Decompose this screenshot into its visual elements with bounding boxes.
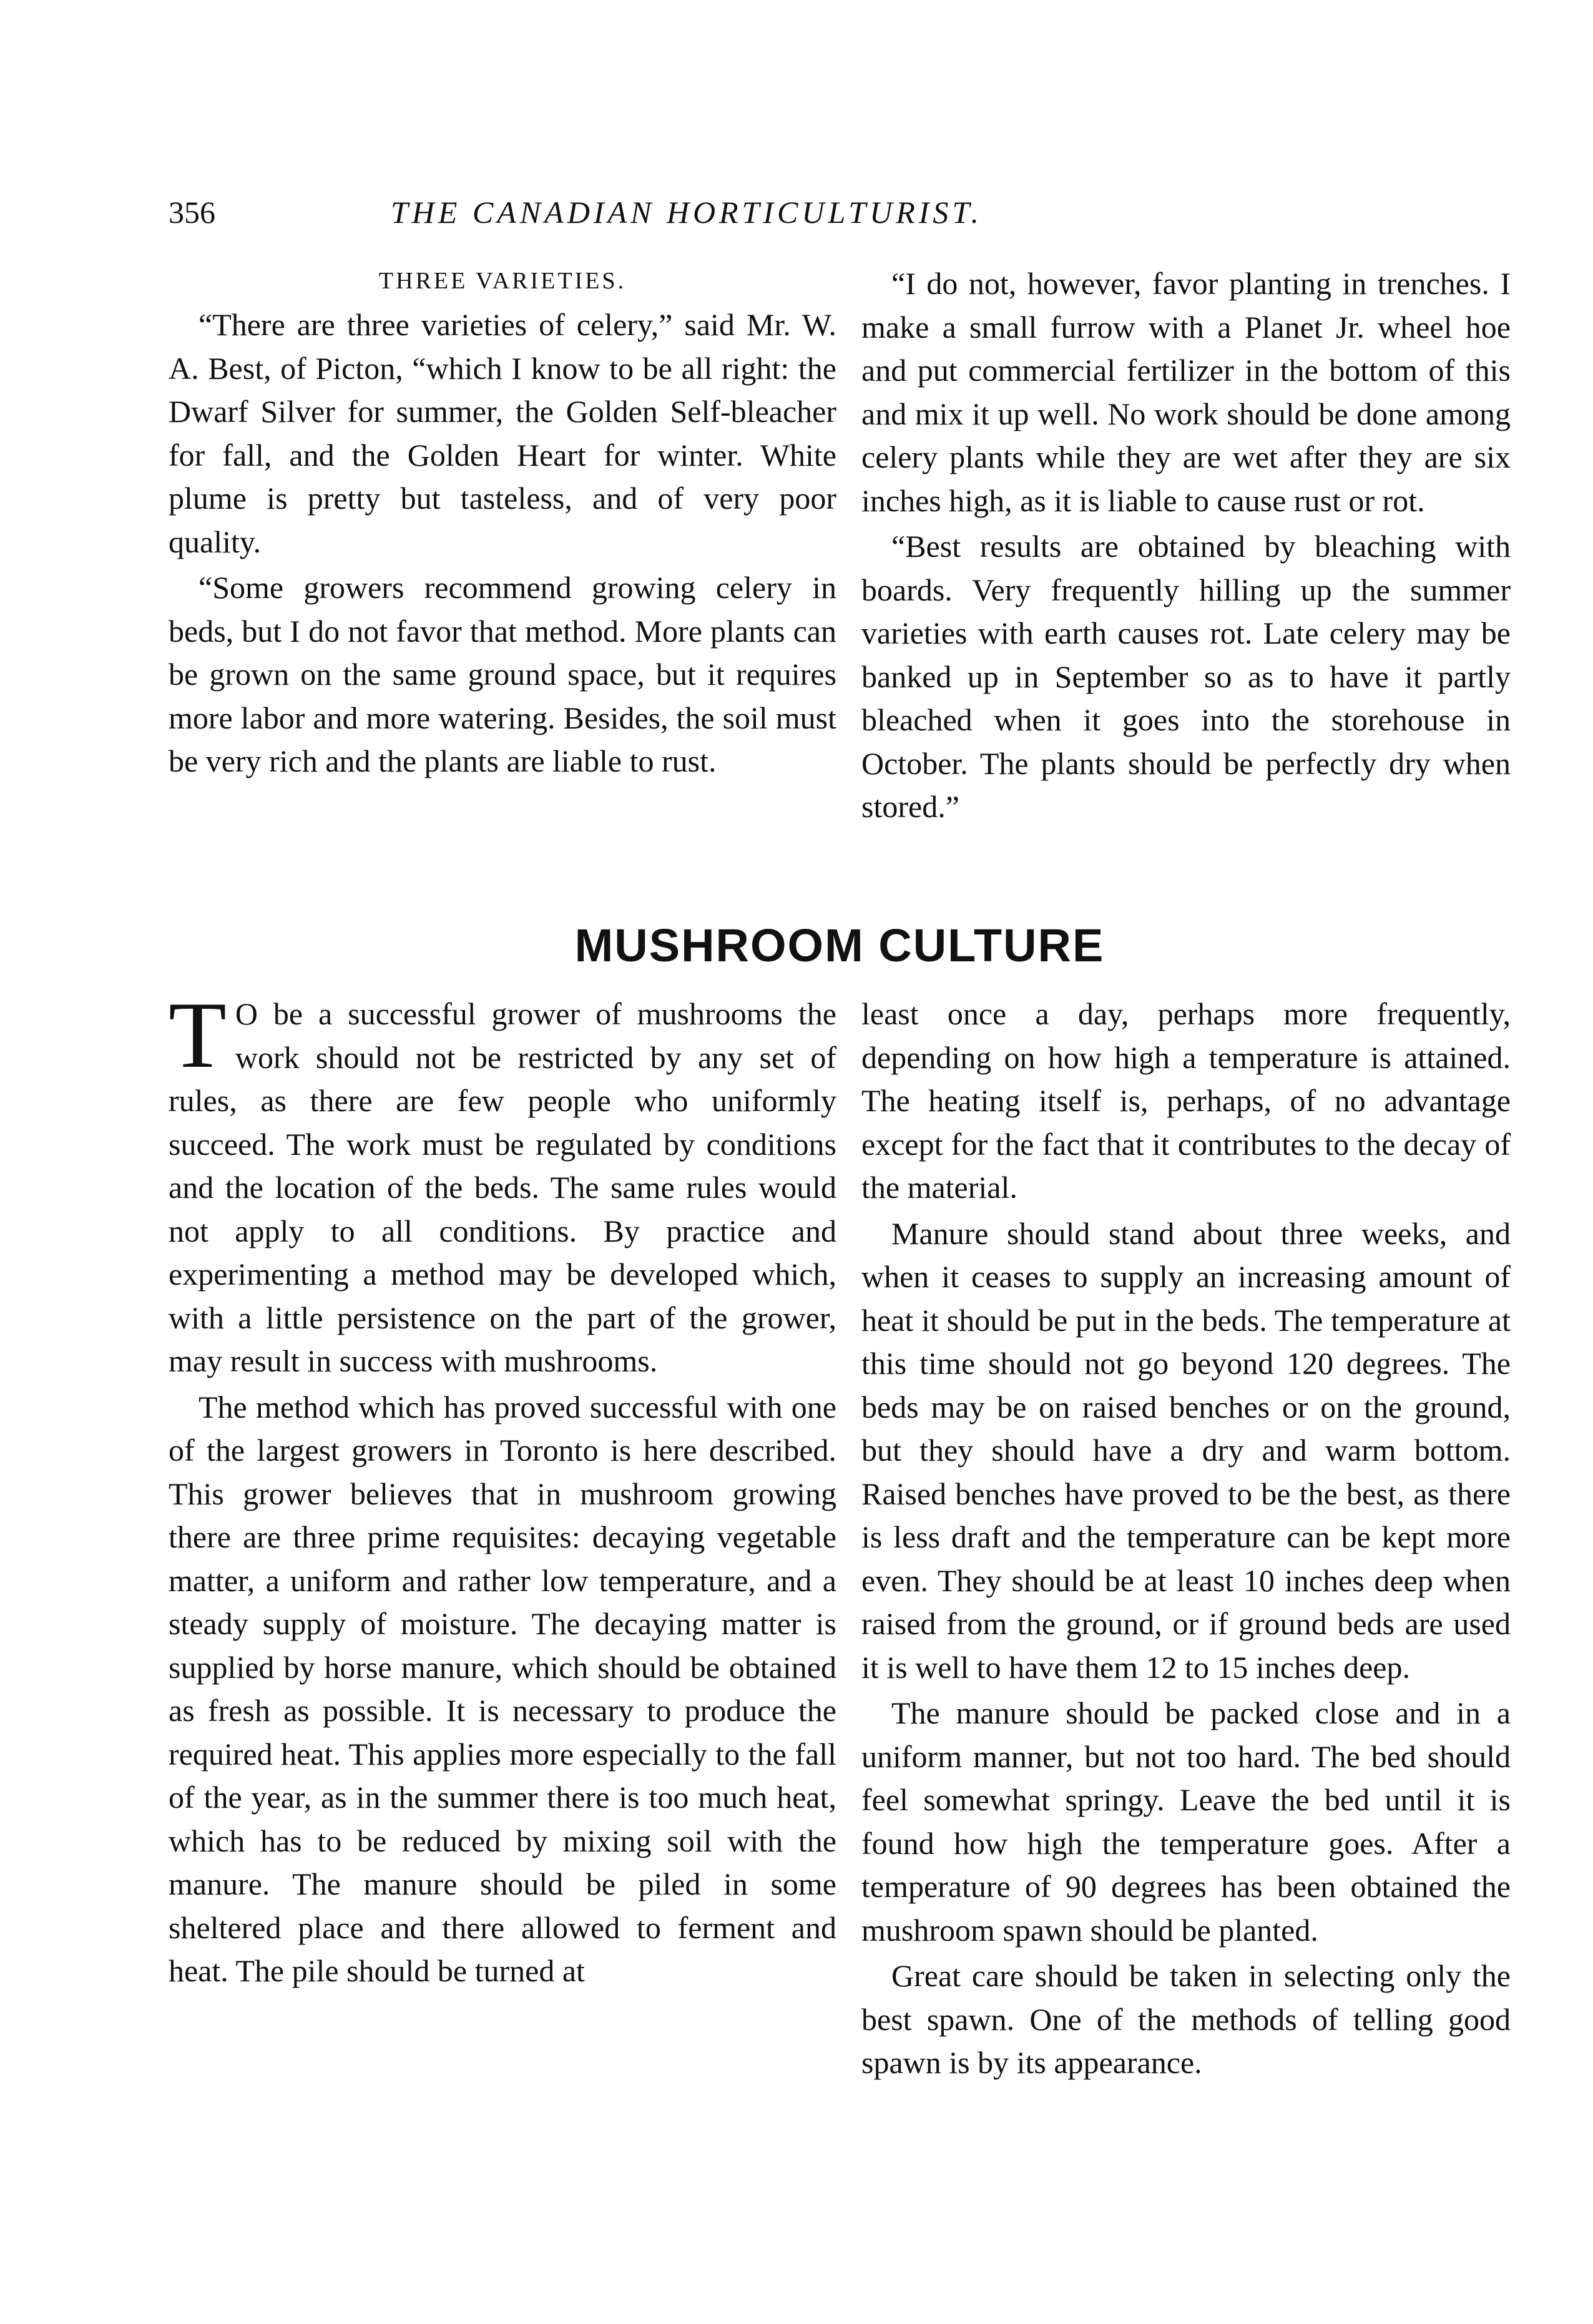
paragraph: The manure should be packed close and in a uniform manner, but not too hard. The bed should feel somewhat springy. Leave the bed until it is found how high the temperature goes. After a temperature of 90 degrees has been obtained the mushroom spawn should be planted. (861, 1695, 1511, 1948)
paragraph: Manure should stand about three weeks, and when it ceases to supply an increasing amount of heat it should be put in the beds. The temperature at this time should not go beyond 120 degrees. The beds may be on raised benches or on the ground, but they should have a dry and warm bottom. Raised benches have proved to be the best, as there is less draft and the temperature can be kept more even. They should be at least 10 inches deep when raised from the ground, or if ground beds are used it is well to have them 12 to 15 inches deep. (861, 1215, 1511, 1685)
mushroom-column-right (861, 993, 1511, 2085)
running-title: THE CANADIAN HORTICULTURIST. (390, 195, 983, 230)
paragraph: “Best results are obtained by bleaching with boards. Very frequently hilling up the summer varieties with earth causes rot. Late celery may be banked up in September so as to have it partly bleached when it goes into the storehouse in October. The plants should be perfectly dry when stored.” (861, 529, 1511, 824)
paragraph: “There are three varieties of celery,” said Mr. W. A. Best, of Picton, “which I know to be all right: the Dwarf Silver for summer, the Golden Self-bleacher for fall, and the Golden Heart for winter. White plume is pretty but tasteless, and of very poor quality. (169, 307, 836, 559)
opening-paragraph (169, 983, 836, 1383)
page-number: 356 (169, 195, 215, 230)
article-title: MUSHROOM CULTURE (574, 919, 1105, 971)
celery-column-right (861, 262, 1511, 829)
paragraph: The method which has proved successful with one of the largest growers in Toronto is here described. This grower believes that in mushroom growing there are three prime requisites: decaying vegetable matter, a uniform and rather low temperature, and a steady supply of moisture. The decaying matter is supplied by horse manure, which should be obtained as fresh as possible. It is necessary to produce the required heat. This applies more especially to the fall of the year, as in the summer there is too much heat, which has to be reduced by mixing soil with the manure. The manure should be piled in some sheltered place and there allowed to ferment and heat. The pile should be turned at (169, 1389, 836, 1988)
paragraph: “Some growers recommend growing celery in beds, but I do not favor that method. More plants can be grown on the same ground space, but it requires more labor and more watering. Besides, the soil must be very rich and the plants are liable to rust. (169, 570, 836, 778)
subheading-three-varieties: THREE VARIETIES. (378, 268, 627, 294)
paragraph: “I do not, however, favor planting in trenches. I make a small furrow with a Planet Jr. wheel hoe and put commercial fertilizer in the bottom of this and mix it up well. No work should be done among celery plants while they are wet after they are six inches high, as it is liable to cause rust or rot. (861, 266, 1511, 518)
paragraph-continued: least once a day, perhaps more frequently, depending on how high a temperature is attained. The heating itself is, perhaps, of no advantage except for the fact that it contributes to the decay of the material. (861, 996, 1511, 1205)
drop-cap: T (169, 983, 227, 1087)
celery-column-left (169, 262, 836, 783)
opening-paragraph-text: O be a successful grower of mushrooms the work should not be restricted by any set of rules, as there are few people who uniformly succeed. The work must be regulated by conditions and the location of the beds. The same rules would not apply to all conditions. By practice and experimenting a method may be developed which, with a little persistence on the part of the grower, may result in success with mushrooms. (169, 996, 836, 1378)
paragraph: Great care should be taken in selecting only the best spawn. One of the methods of telling good spawn is by its appearance. (861, 1958, 1511, 2080)
mushroom-column-left (169, 983, 836, 1993)
page-header (169, 190, 1205, 234)
